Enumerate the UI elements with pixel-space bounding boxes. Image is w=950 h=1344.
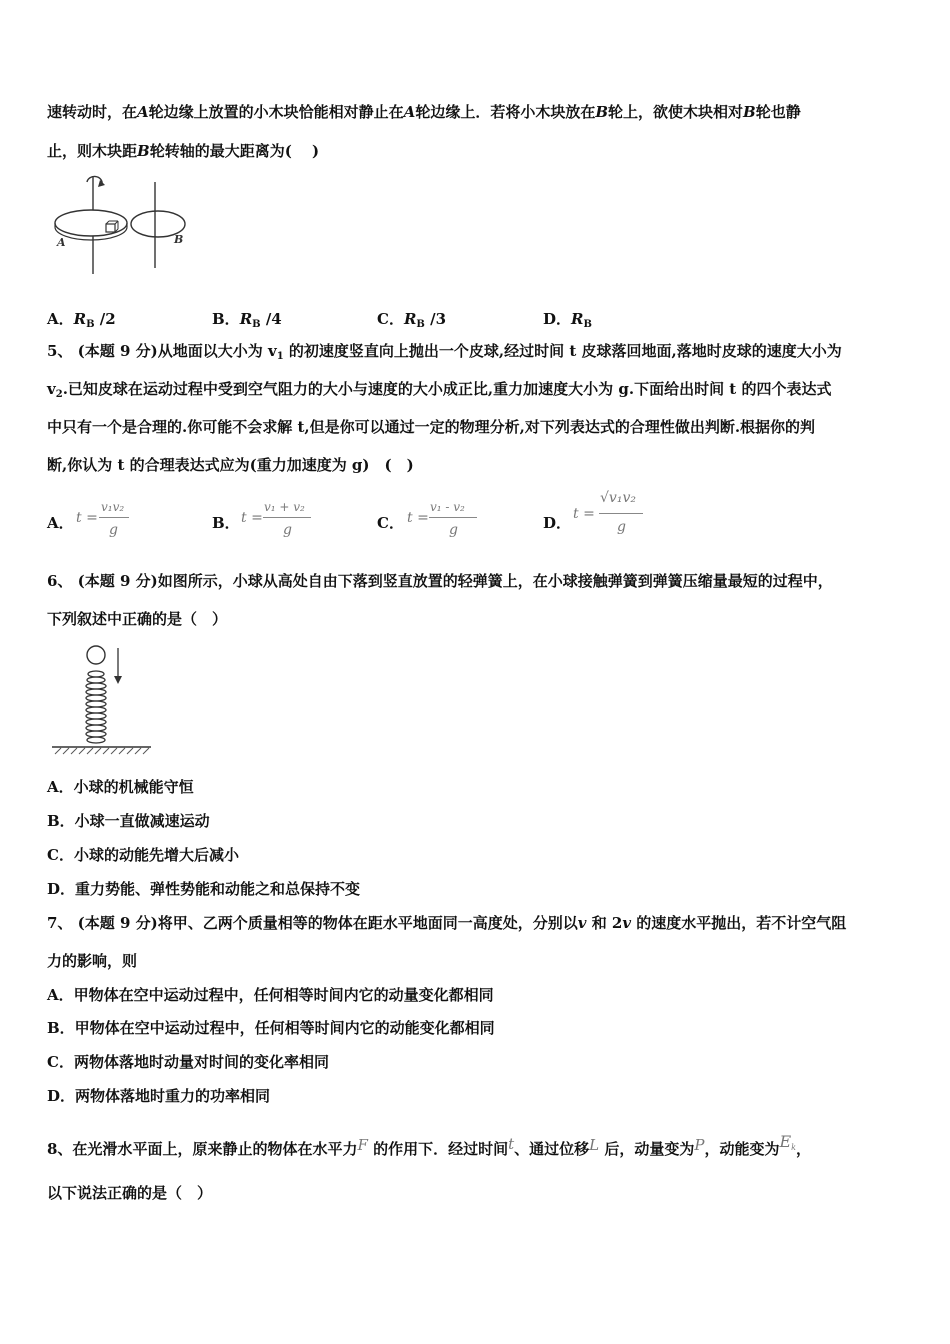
spring xyxy=(86,671,106,743)
q6-line-2: 下列叙述中正确的是（ ） xyxy=(47,610,228,628)
q6-line-1: 6、 (本题 9 分)如图所示，小球从高处自由下落到竖直放置的轻弹簧上，在小球接触弹簧到弹簧压缩量最短的过程中， xyxy=(47,572,833,590)
q5-option-b-letter[interactable]: B． xyxy=(212,514,240,532)
label-b: B xyxy=(174,233,184,246)
q4-line-1: 速转动时，在A轮边缘上放置的小木块恰能相对静止在A轮边缘上．若将小木块放在B轮上，欲使木块相对B轮也静 xyxy=(47,103,801,121)
q5-option-b-formula[interactable]: t = v₁ + v₂ g xyxy=(241,498,321,544)
q6-option-a[interactable]: A．小球的机械能守恒 xyxy=(47,778,194,796)
q5-line-2: $v_2$.已知皮球在运动过程中受到空气阻力的大小与速度的大小成正比,重力加速度大小为 g.下面给出时间 t 的四个表达式 xyxy=(47,380,832,400)
q5-option-a-letter[interactable]: A． xyxy=(47,514,74,532)
q5-option-c-letter[interactable]: C． xyxy=(377,514,404,532)
q7-line-1: 7、 (本题 9 分)将甲、乙两个质量相等的物体在距水平地面同一高度处，分别以v 和 2v 的速度水平抛出，若不计空气阻 xyxy=(47,914,847,932)
q4-option-d[interactable]: D．$R_B$ xyxy=(543,310,592,330)
q5-line-3: 中只有一个是合理的.你可能不会求解 t,但是你可以通过一定的物理分析,对下列表达式的合理性做出判断.根据你的判 xyxy=(47,418,816,436)
q8-line-2: 以下说法正确的是（ ） xyxy=(47,1184,213,1202)
q4-option-b[interactable]: B．$R_B$ /4 xyxy=(212,310,282,330)
wood-block xyxy=(106,224,115,232)
q8-line-1: 8、在光滑水平面上，原来静止的物体在水平力F 的作用下．经过时间t、通过位移L 后，动量变为P，动能变为$E^k$， xyxy=(47,1132,812,1158)
q5-option-d-letter[interactable]: D． xyxy=(543,514,572,532)
q7-line-2: 力的影响，则 xyxy=(47,952,138,970)
q7-option-d[interactable]: D．两物体落地时重力的功率相同 xyxy=(47,1087,271,1105)
q5-option-d-formula[interactable]: t = √v₁v₂ g xyxy=(573,488,653,544)
q5-option-c-formula[interactable]: t = v₁ - v₂ g xyxy=(407,498,487,544)
q6-option-d[interactable]: D．重力势能、弹性势能和动能之和总保持不变 xyxy=(47,880,361,898)
ball xyxy=(87,646,105,664)
spring-figure xyxy=(47,640,157,760)
q6-option-b[interactable]: B．小球一直做减速运动 xyxy=(47,812,210,830)
q4-line-2: 止，则木块距B轮转轴的最大距离为( ) xyxy=(47,142,320,160)
label-a: A xyxy=(57,236,66,249)
wheels-figure xyxy=(47,170,197,278)
q5-line-1: 5、 (本题 9 分)从地面以大小为 $v_1$ 的初速度竖直向上抛出一个皮球,经过时间 t 皮球落回地面,落地时皮球的速度大小为 xyxy=(47,342,842,362)
q7-option-c[interactable]: C．两物体落地时动量对时间的变化率相同 xyxy=(47,1053,329,1071)
q6-option-c[interactable]: C．小球的动能先增大后减小 xyxy=(47,846,239,864)
q4-option-a[interactable]: A．$R_B$ /2 xyxy=(47,310,116,330)
q7-option-b[interactable]: B．甲物体在空中运动过程中，任何相等时间内它的动能变化都相同 xyxy=(47,1019,495,1037)
q7-option-a[interactable]: A．甲物体在空中运动过程中，任何相等时间内它的动量变化都相同 xyxy=(47,986,494,1004)
q5-option-a-formula[interactable]: t = v₁v₂ g xyxy=(76,498,146,544)
q5-line-4: 断,你认为 t 的合理表达式应为(重力加速度为 g) ( ) xyxy=(47,456,414,474)
q4-option-c[interactable]: C．$R_B$ /3 xyxy=(377,310,447,330)
